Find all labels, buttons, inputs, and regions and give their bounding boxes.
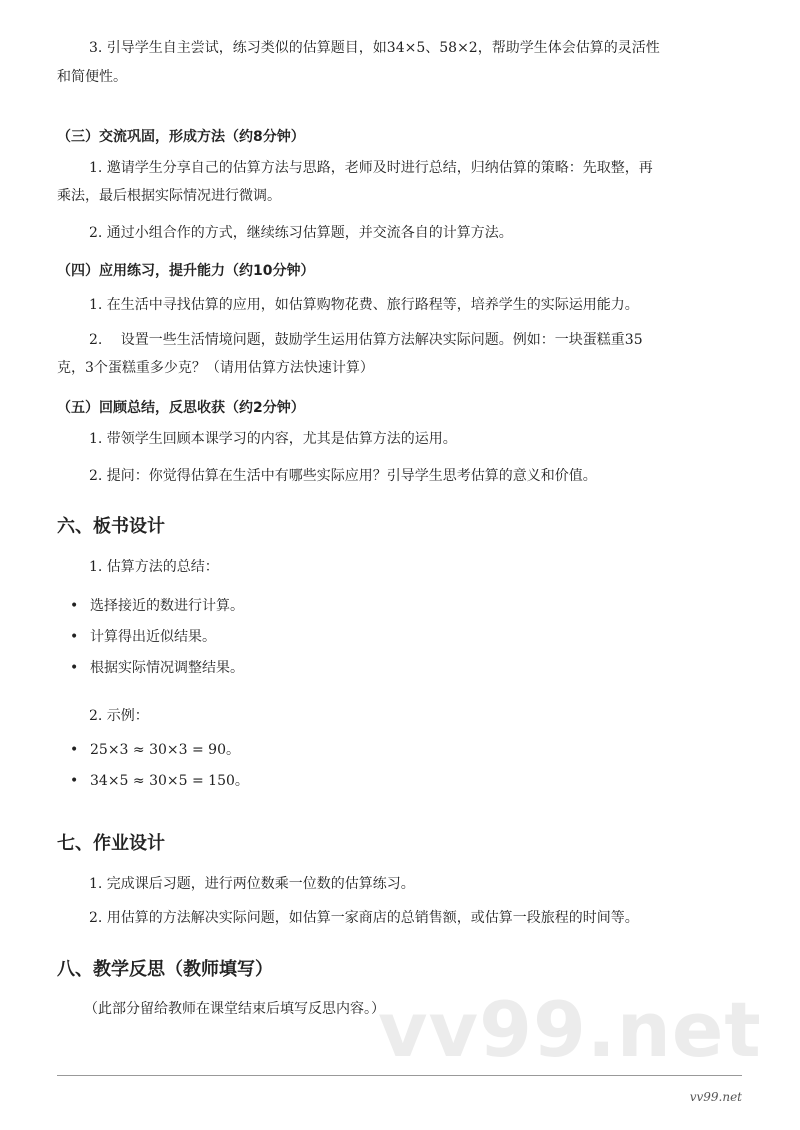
bullet-item bbox=[76, 658, 244, 678]
watermark: vv99.net bbox=[378, 985, 762, 1074]
footer-divider bbox=[57, 1075, 742, 1076]
bullet-text: 34×5 ≈ 30×5 = 150。 bbox=[90, 773, 249, 789]
paragraph-line: 2. 设置一些生活情境问题，鼓励学生运用估算方法解决实际问题。例如：一块蛋糕重35 bbox=[89, 332, 643, 348]
subsection-title: （四）应用练习，提升能力（约10分钟） bbox=[57, 263, 315, 279]
paragraph-line: 1. 邀请学生分享自己的估算方法与思路，老师及时进行总结，归纳估算的策略：先取整，再 bbox=[89, 160, 653, 176]
section-heading: 六、板书设计 bbox=[57, 516, 165, 537]
subsection-title: （三）交流巩固，形成方法（约8分钟） bbox=[57, 129, 305, 145]
paragraph-line: 克，3个蛋糕重多少克？（请用估算方法快速计算） bbox=[57, 360, 374, 376]
bullet-item bbox=[76, 740, 240, 760]
paragraph-line: 1. 估算方法的总结： bbox=[89, 559, 219, 575]
section-heading: 八、教学反思（教师填写） bbox=[57, 959, 273, 980]
bullet-item bbox=[76, 771, 249, 791]
footer-site: vv99.net bbox=[689, 1090, 742, 1104]
paragraph-line: 2. 示例： bbox=[89, 708, 149, 724]
section-heading: 七、作业设计 bbox=[57, 833, 165, 854]
paragraph-line: 1. 带领学生回顾本课学习的内容，尤其是估算方法的运用。 bbox=[89, 431, 457, 447]
subsection-title: （五）回顾总结，反思收获（约2分钟） bbox=[57, 400, 305, 416]
paragraph-line: 和简便性。 bbox=[57, 69, 127, 85]
bullet-text: 计算得出近似结果。 bbox=[90, 629, 216, 645]
paragraph-line: 2. 通过小组合作的方式，继续练习估算题，并交流各自的计算方法。 bbox=[89, 225, 513, 241]
paragraph-line: 乘法，最后根据实际情况进行微调。 bbox=[57, 188, 281, 204]
paragraph-line: 2. 用估算的方法解决实际问题，如估算一家商店的总销售额，或估算一段旅程的时间等。 bbox=[89, 910, 639, 926]
bullet-item bbox=[76, 627, 216, 647]
bullet-text: 选择接近的数进行计算。 bbox=[90, 598, 244, 614]
bullet-item bbox=[76, 596, 244, 616]
paragraph-line: 1. 完成课后习题，进行两位数乘一位数的估算练习。 bbox=[89, 876, 415, 892]
bullet-text: 根据实际情况调整结果。 bbox=[90, 660, 244, 676]
paragraph-line: （此部分留给教师在课堂结束后填写反思内容。） bbox=[84, 1001, 385, 1017]
paragraph-line: 3. 引导学生自主尝试，练习类似的估算题目，如34×5、58×2，帮助学生体会估算的灵活性 bbox=[89, 40, 660, 56]
paragraph-line: 1. 在生活中寻找估算的应用，如估算购物花费、旅行路程等，培养学生的实际运用能力。 bbox=[89, 297, 639, 313]
bullet-text: 25×3 ≈ 30×3 = 90。 bbox=[90, 742, 240, 758]
paragraph-line: 2. 提问：你觉得估算在生活中有哪些实际应用？引导学生思考估算的意义和价值。 bbox=[89, 468, 597, 484]
